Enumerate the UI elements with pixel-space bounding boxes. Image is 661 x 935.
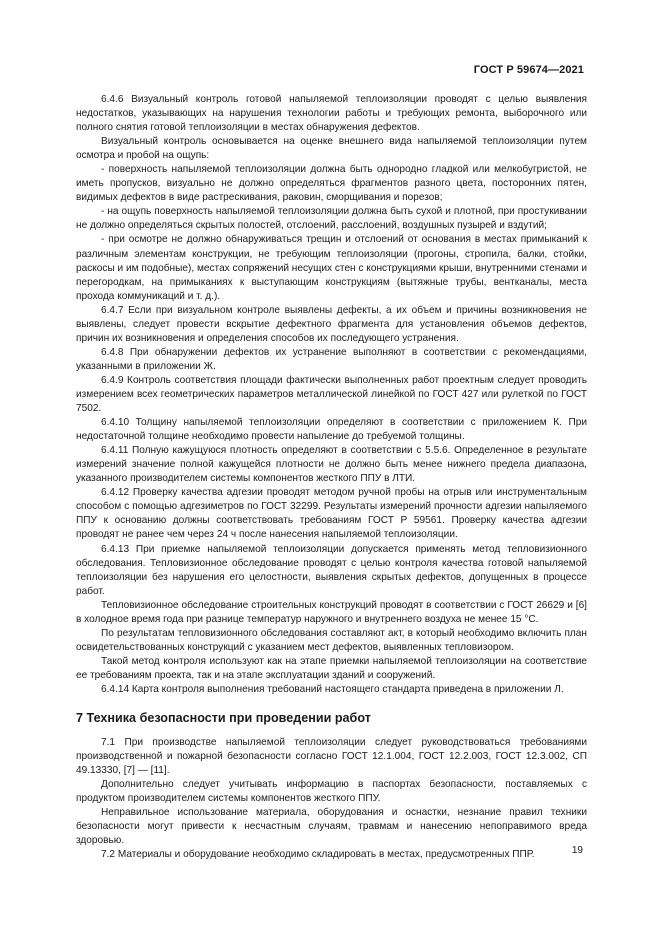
paragraph: Дополнительно следует учитывать информацию в паспортах безопасности, поставляемых с продуктом производителем системы компонентов жесткого ППУ. <box>76 779 587 805</box>
paragraph: Такой метод контроля используют как на этапе приемки напыляемой теплоизоляции на соответствие ее требованиям проекта, так и на этапе эксплуатации зданий и сооружений. <box>76 655 587 681</box>
paragraph: 7.1 При производстве напыляемой теплоизоляции следует руководствоваться требованиями производственной и пожарной безопасности согласно ГОСТ 12.1.004, ГОСТ 12.2.003, ГОСТ 12.3.002, СП 49.13330, [7] — [11]. <box>76 737 587 777</box>
paragraph: Неправильное использование материала, оборудования и оснастки, незнание правил техники безопасности могут привести к несчастным случаям, травмам и нанесению непоправимого вреда здоровью. <box>76 807 587 847</box>
paragraph: 6.4.9 Контроль соответствия площади фактически выполненных работ проектным следует проводить измерением всех геометрических параметров металлической линейкой по ГОСТ 427 или рулеткой по ГОСТ 7502. <box>76 374 587 415</box>
paragraph: По результатам тепловизионного обследования составляют акт, в который необходимо включить план освидетельствованных конструкций с указанием мест дефектов, выявленных тепловизором. <box>76 627 587 653</box>
paragraph: 6.4.14 Карта контроля выполнения требований настоящего стандарта приведена в приложении Л. <box>101 683 564 695</box>
paragraph: 6.4.8 При обнаружении дефектов их устранение выполняют в соответствии с рекомендациями, указанными в приложении Ж. <box>76 346 587 372</box>
document-body <box>76 93 587 862</box>
paragraph: 6.4.11 Полную кажущуюся плотность определяют в соответствии с 5.5.6. Определенное в результате измерений значение полной кажущейся плотности не должно быть менее нижнего предела диапазона, указанного производителем системы компонентов жесткого ППУ в ЛТИ. <box>76 445 587 485</box>
paragraph: 6.4.13 При приемке напыляемой теплоизоляции допускается применять метод тепловизионного обследования. Тепловизионное обследование проводят с целью контроля качества готовой напыляемой теплоизоляции без нарушения его целостности, выявления скрытых дефектов, допущенных в процессе работ. <box>76 543 587 597</box>
section-heading: 7 Техника безопасности при проведении работ <box>76 711 371 726</box>
paragraph: 6.4.6 Визуальный контроль готовой напыляемой теплоизоляции проводят с целью выявления недостатков, указывающих на нарушения технологии работы и требующих ремонта, выборочного или полного снятия готовой теплоизоляции в местах обнаружения дефектов. <box>76 94 587 134</box>
list-item: - при осмотре не должно обнаруживаться трещин и отслоений от основания в местах примыканий к различным элементам конструкции, не требующим теплоизоляции (прогоны, стропила, балки, стойки, раскосы и им подобные), местах сопряжений несущих стен с конструкциями крыши, внутренними стенами и перегородкам, на примыканиях к выступающим конструкциям (вытяжные трубы, вентканалы, места прохода коммуникаций и т. д.). <box>76 234 587 302</box>
paragraph: 6.4.12 Проверку качества адгезии проводят методом ручной пробы на отрыв или инструментальным способом с помощью адгезиметров по ГОСТ 32299. Результаты измерений прочности адгезии напыляемого ППУ к основанию должны соответствовать требованиям ГОСТ Р 59561. Проверку качества адгезии проводят не ранее чем через 24 ч после нанесения напыляемой теплоизоляции. <box>76 487 587 541</box>
list-item: - на ощупь поверхность напыляемой теплоизоляции должна быть сухой и плотной, при простукивании не должно определяться скрытых полостей, отслоений, расслоений, воздушных пузырей и вздутий; <box>76 206 587 232</box>
page-number: 19 <box>571 845 583 856</box>
paragraph: 7.2 Материалы и оборудование необходимо складировать в местах, предусмотренных ППР. <box>101 849 535 861</box>
paragraph: 6.4.10 Толщину напыляемой теплоизоляции определяют в соответствии с приложением К. При недостаточной толщине необходимо провести напыление до требуемой толщины. <box>76 417 587 443</box>
paragraph: Тепловизионное обследование строительных конструкций проводят в соответствии с ГОСТ 26629 и [6] в холодное время года при разнице температур наружного и внутреннего воздуха не менее 15 °С. <box>76 599 587 625</box>
standard-code-header: ГОСТ Р 59674—2021 <box>473 64 584 76</box>
list-item: - поверхность напыляемой теплоизоляции должна быть однородно гладкой или мелкобугристой, не иметь пропусков, визуально не должно определяться фрагментов разного цвета, посторонних пятен, видимых дефектов в виде растрескивания, раковин, сморщивания и порезов; <box>76 164 587 204</box>
paragraph: Визуальный контроль основывается на оценке внешнего вида напыляемой теплоизоляции путем осмотра и пробой на ощупь: <box>76 136 587 162</box>
paragraph: 6.4.7 Если при визуальном контроле выявлены дефекты, а их объем и причины возникновения не выявлены, следует провести вскрытие дефектного фрагмента для установления объемов дефектов, причин их возникновения и определения способов их последующего устранения. <box>76 304 587 344</box>
